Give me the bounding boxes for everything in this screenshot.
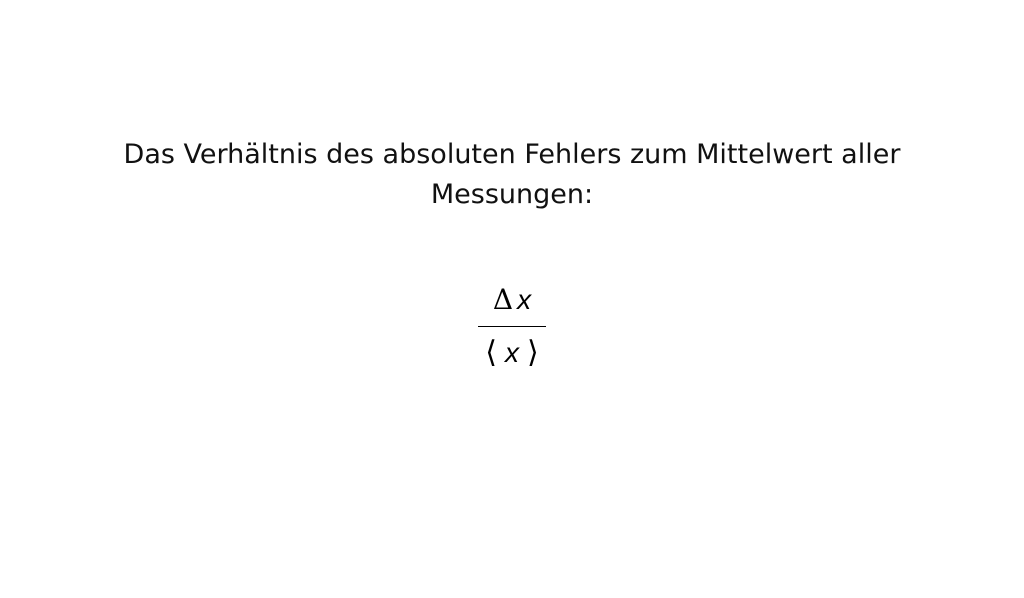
denominator-variable: x <box>505 337 519 368</box>
fraction-bar <box>478 326 546 327</box>
relative-error-formula <box>470 280 554 375</box>
delta-symbol: Δ <box>492 283 514 316</box>
caption-line-1: Das Verhältnis des absoluten Fehlers zum Mittelwert aller <box>123 139 901 170</box>
formula-denominator <box>470 332 554 374</box>
left-angle-bracket: ⟨ <box>485 335 497 370</box>
formula-description <box>112 135 912 215</box>
caption-line-2: Messungen: <box>430 179 594 210</box>
formula-numerator <box>470 280 554 320</box>
right-angle-bracket: ⟩ <box>527 335 539 370</box>
numerator-variable: x <box>517 284 532 315</box>
